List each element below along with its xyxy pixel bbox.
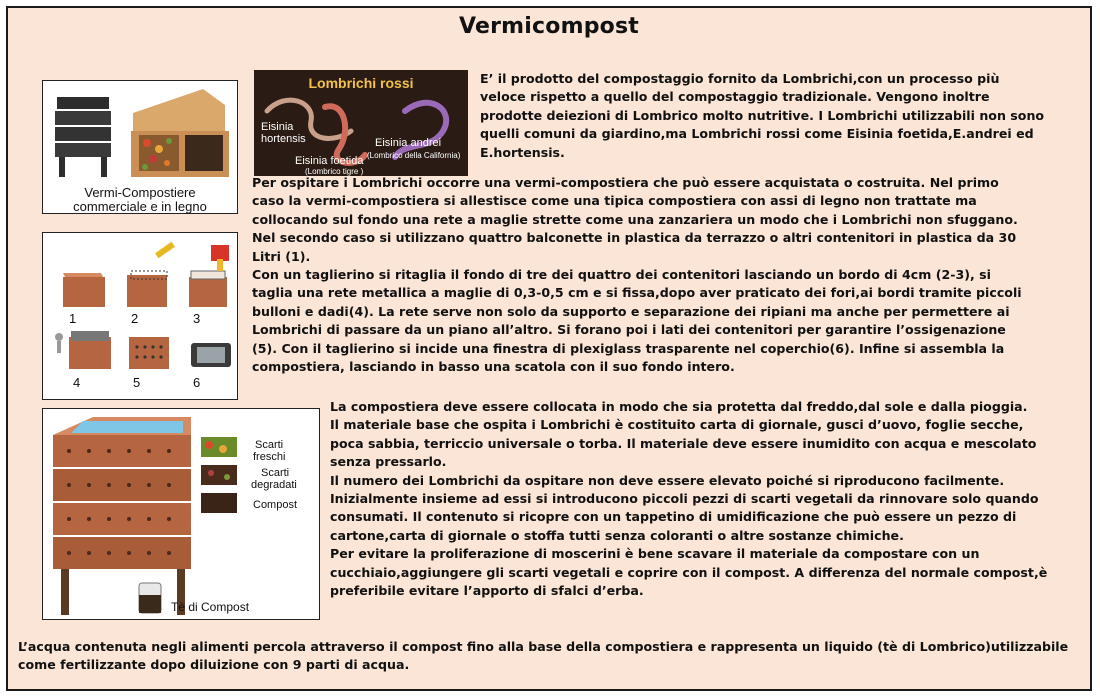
step-number-5: 5 <box>133 375 141 390</box>
worm2-label-line1: Eisinia foetida <box>295 155 364 167</box>
layer-samples-icon <box>201 437 237 513</box>
construction-paragraph: Per ospitare i Lombrichi occorre una vermi-compostiera che può essere acquistata o costruita. Nel primo caso la vermi-compostiera si allestisce come una tipica compostiera con assi di legno non trattate ma collocando sul fondo una rete a maglie strette come una zanzariera un modo che i Lombrichi non sfuggano. Nel secondo caso si utilizzano quattro balconette in plastica da terrazzo o altri contenitori in plastica da 30 Litri (1). Con un taglierino si ritaglia il fondo di tre dei quattro dei contenitori lasciando un bordo di 4cm (2-3), si taglia una rete metallica a maglie di 0,3-0,5 cm e si fissa,dopo aver praticato dei fori,ai bordi tramite piccoli bulloni e dadi(4). La rete serve non solo da supporto e separazione dei ripiani ma anche per permettere ai Lombrichi di passare da un piano all’altro. Si forano poi i lati dei contenitori per garantire l’ossigenazione (5). Con il taglierino si incide una finestra di plexiglass trasparente nel coperchio(6). Infine si assembla la compostiera, lasciando in basso una scatola con il suo fondo intero. <box>252 175 1022 375</box>
composter-caption-line1: Vermi-Compostiere <box>84 185 196 200</box>
compost-tea-paragraph: L’acqua contenuta negli alimenti percola attraverso il compost fino alla base della compostiera e rappresenta un liquido (tè di Lombrico)utilizzabile come fertilizzante dopo diluizione con 9 parti di acqua. <box>18 639 1069 673</box>
step-number-3: 3 <box>193 311 201 326</box>
stacked-composter-icon <box>53 417 191 615</box>
step3-drill-icon <box>189 245 229 307</box>
finished-composter-figure <box>42 408 320 620</box>
worm1-label-line1: Eisinia <box>261 121 294 133</box>
step-number-2: 2 <box>131 311 139 326</box>
worm3-label-line1: Eisinia andrei <box>375 137 442 149</box>
page-title: Vermicompost <box>458 14 639 39</box>
layer-fresh-label-line1: Scarti <box>255 439 284 451</box>
worm3-label-line2: (Lombrico della California) <box>367 151 461 160</box>
step5-holes-icon <box>129 337 169 369</box>
worm2-label-line2: (Lombrico tigre ) <box>305 167 364 176</box>
compost-tea-jar-icon <box>139 583 161 613</box>
step-number-1: 1 <box>69 311 77 326</box>
build-steps-figure <box>42 232 238 400</box>
management-paragraph: La compostiera deve essere collocata in modo che sia protetta dal freddo,dal sole e dalla pioggia. Il materiale base che ospita i Lombrichi è costituito carta di giornale, gusci d’uovo, foglie secche, poca sabbia, terriccio universale o torba. Il materiale deve essere inumidito con acqua e mescolato senza pressarlo. Il numero dei Lombrichi da ospitare non deve essere elevato poiché si riproducono facilmente. Inizialmente insieme ad essi si introducono piccoli pezzi di scarti vegetali da rinnovare solo quando consumati. Il contenuto si ricopre con un tappetino di umidificazione che può essere un pezzo di cartone,carta di giornale o stoffa tutti senza coloranti o altre sostanze chimiche. Per evitare la proliferazione di moscerini è bene scavare il materiale da compostare con un cucchiaio,aggiungere gli scarti vegetali e coprire con il compost. A differenza del normale compost,è preferibile evitare l’apporto di sfalci d’erba. <box>330 399 1048 599</box>
step1-box-icon <box>63 273 105 307</box>
worms-figure <box>254 70 468 176</box>
step-number-6: 6 <box>193 375 201 390</box>
document-page <box>6 6 1092 691</box>
layer-compost-label: Compost <box>253 499 298 511</box>
composter-caption-line2: commerciale e in legno <box>73 199 207 214</box>
layer-degraded-label-line2: degradati <box>251 479 297 491</box>
plastic-composter-icon <box>55 97 111 177</box>
intro-paragraph: E’ il prodotto del compostaggio fornito da Lombrichi,con un processo più veloce rispetto a quello del compostaggio tradizionale. Vengono inoltre prodotte deiezioni di Lombrico molto nutritive. I Lombrichi utilizzabili non sono quelli comuni da giardino,ma Lombrichi rossi come Eisinia foetida,E.andrei ed E.hortensis. <box>480 71 1045 160</box>
step4-mesh-icon <box>55 331 111 369</box>
worm1-label-line2: hortensis <box>261 133 306 145</box>
step2-cut-icon <box>127 242 175 307</box>
composter-illustration <box>43 83 236 183</box>
worms-title: Lombrichi rossi <box>308 75 414 91</box>
step-number-4: 4 <box>73 375 81 390</box>
composter-figure <box>42 80 238 214</box>
layer-fresh-label-line2: freschi <box>253 451 286 463</box>
layer-degraded-label-line1: Scarti <box>261 467 290 479</box>
wooden-composter-icon <box>131 89 229 177</box>
step6-lid-icon <box>191 343 231 367</box>
compost-tea-label: Tè di Compost <box>171 600 250 614</box>
